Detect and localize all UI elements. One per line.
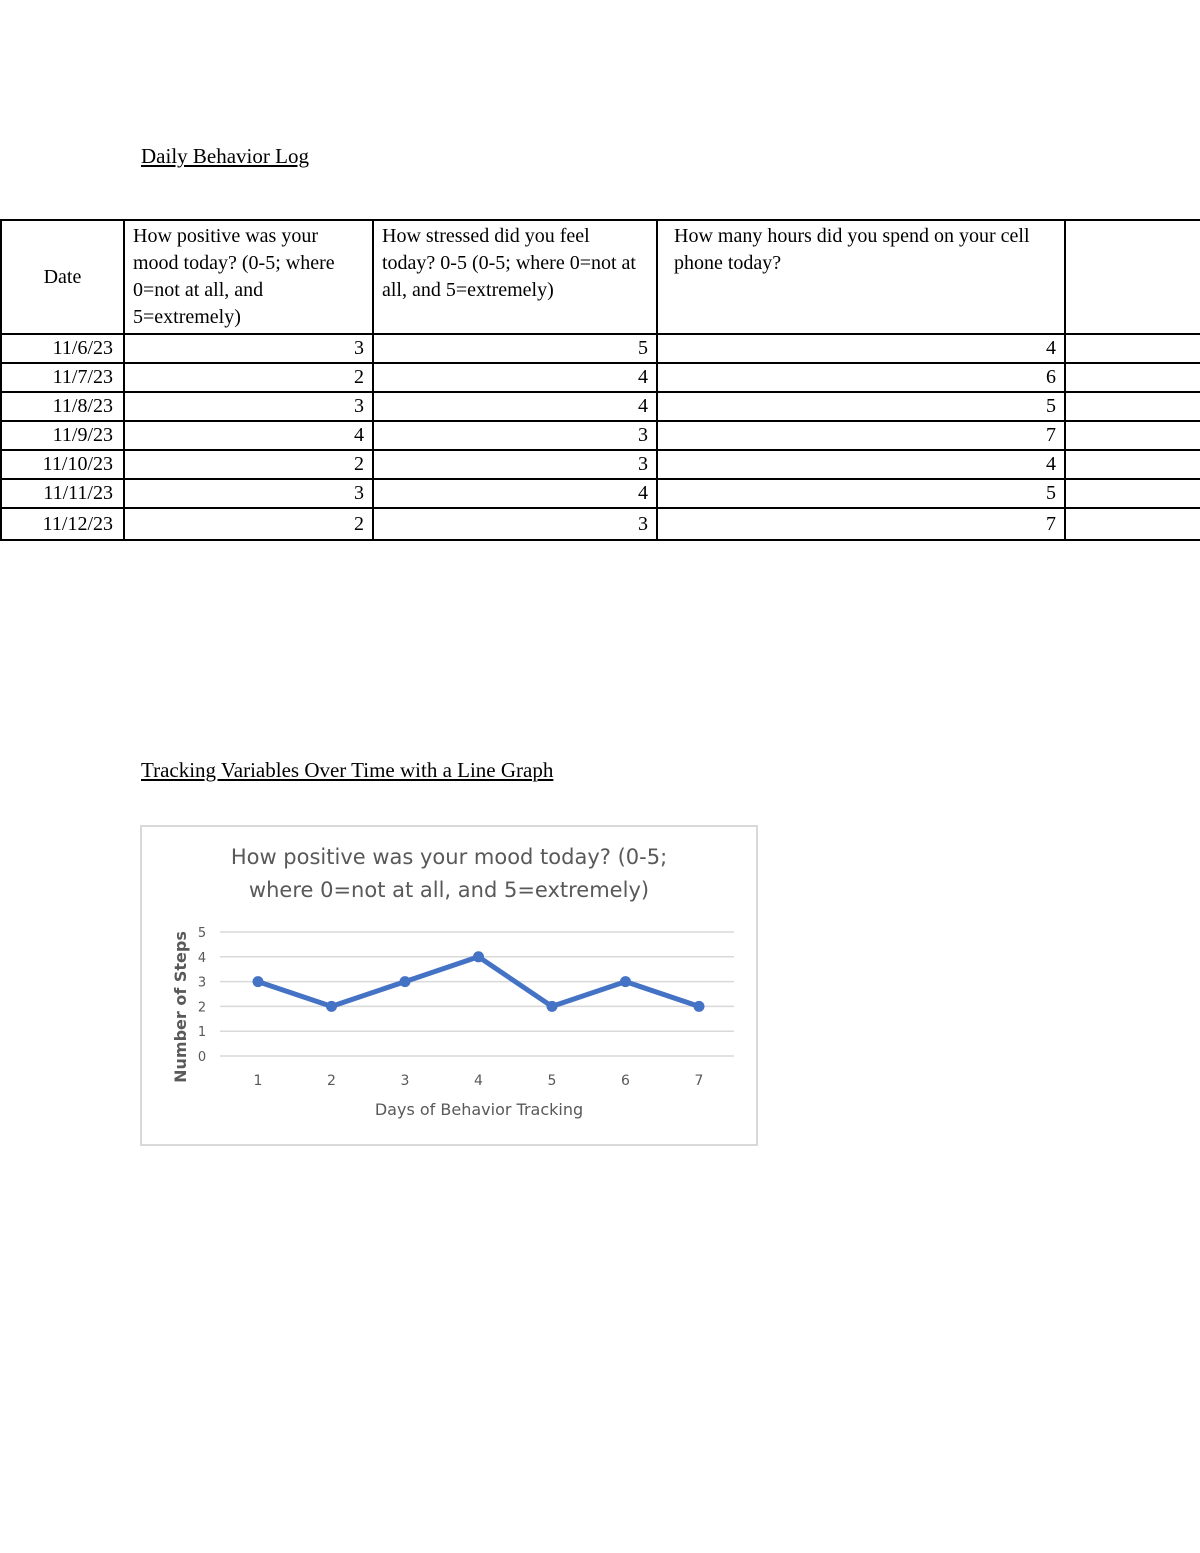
cell-mood: 3 — [124, 392, 373, 421]
cell-phone-hours: 7 — [657, 508, 1065, 540]
cell-phone-hours: 5 — [657, 392, 1065, 421]
cell-stress: 3 — [373, 508, 657, 540]
chart-section-heading: Tracking Variables Over Time with a Line Graph — [141, 758, 554, 782]
cell-blank — [1065, 479, 1200, 508]
table-row — [1, 334, 1200, 363]
cell-blank — [1065, 334, 1200, 363]
cell-mood: 4 — [124, 421, 373, 450]
cell-mood: 3 — [124, 334, 373, 363]
cell-mood: 3 — [124, 479, 373, 508]
table-row — [1, 508, 1200, 540]
y-tick-label: 3 — [197, 975, 207, 991]
x-tick-label: 7 — [694, 1073, 704, 1089]
y-tick-label: 5 — [197, 926, 207, 941]
cell-date: 11/7/23 — [1, 363, 124, 392]
x-tick-label: 4 — [474, 1073, 483, 1089]
data-point — [473, 951, 484, 962]
data-point — [694, 1001, 705, 1012]
data-point — [620, 976, 631, 987]
chart-title-line-1: How positive was your mood today? (0-5; — [230, 845, 668, 869]
cell-stress: 4 — [373, 479, 657, 508]
y-tick-label: 1 — [197, 1025, 207, 1041]
behavior-log-table — [0, 219, 1200, 541]
y-tick-label: 0 — [197, 1050, 207, 1065]
chart-plot — [142, 827, 756, 1144]
cell-stress: 3 — [373, 421, 657, 450]
cell-stress: 4 — [373, 392, 657, 421]
table-row — [1, 421, 1200, 450]
x-tick-label: 2 — [327, 1073, 336, 1089]
cell-mood: 2 — [124, 363, 373, 392]
cell-blank — [1065, 392, 1200, 421]
header-date: Date — [1, 220, 124, 334]
table-header-row — [1, 220, 1200, 334]
cell-date: 11/9/23 — [1, 421, 124, 450]
cell-mood: 2 — [124, 450, 373, 479]
header-mood: How positive was your mood today? (0-5; where 0=not at all, and 5=extremely) — [124, 220, 373, 334]
table-row — [1, 363, 1200, 392]
header-phone-hours: How many hours did you spend on your cell phone today? — [657, 220, 1065, 334]
cell-blank — [1065, 508, 1200, 540]
cell-date: 11/12/23 — [1, 508, 124, 540]
x-tick-label: 5 — [547, 1073, 557, 1089]
cell-stress: 3 — [373, 450, 657, 479]
header-stress: How stressed did you feel today? 0-5 (0-5; where 0=not at all, and 5=extremely) — [373, 220, 657, 334]
data-point — [400, 976, 411, 987]
cell-phone-hours: 6 — [657, 363, 1065, 392]
cell-phone-hours: 4 — [657, 334, 1065, 363]
log-title: Daily Behavior Log — [141, 144, 309, 168]
data-point — [547, 1001, 558, 1012]
line-chart — [140, 825, 758, 1146]
chart-title-line-2: where 0=not at all, and 5=extremely) — [248, 878, 650, 902]
cell-date: 11/8/23 — [1, 392, 124, 421]
cell-blank — [1065, 363, 1200, 392]
cell-blank — [1065, 450, 1200, 479]
cell-date: 11/10/23 — [1, 450, 124, 479]
cell-stress: 4 — [373, 363, 657, 392]
cell-stress: 5 — [373, 334, 657, 363]
table-row — [1, 479, 1200, 508]
y-axis-title: Number of Steps — [171, 931, 190, 1083]
table-row — [1, 392, 1200, 421]
x-tick-label: 1 — [253, 1073, 263, 1089]
data-point — [253, 976, 264, 987]
cell-mood: 2 — [124, 508, 373, 540]
x-axis-title: Days of Behavior Tracking — [374, 1100, 584, 1119]
cell-phone-hours: 5 — [657, 479, 1065, 508]
x-tick-label: 3 — [400, 1073, 410, 1089]
cell-phone-hours: 7 — [657, 421, 1065, 450]
header-blank — [1065, 220, 1200, 334]
x-tick-label: 6 — [621, 1073, 630, 1089]
y-tick-label: 2 — [197, 1000, 207, 1016]
cell-date: 11/11/23 — [1, 479, 124, 508]
data-point — [326, 1001, 337, 1012]
y-tick-label: 4 — [197, 950, 207, 966]
cell-blank — [1065, 421, 1200, 450]
cell-phone-hours: 4 — [657, 450, 1065, 479]
cell-date: 11/6/23 — [1, 334, 124, 363]
table-row — [1, 450, 1200, 479]
